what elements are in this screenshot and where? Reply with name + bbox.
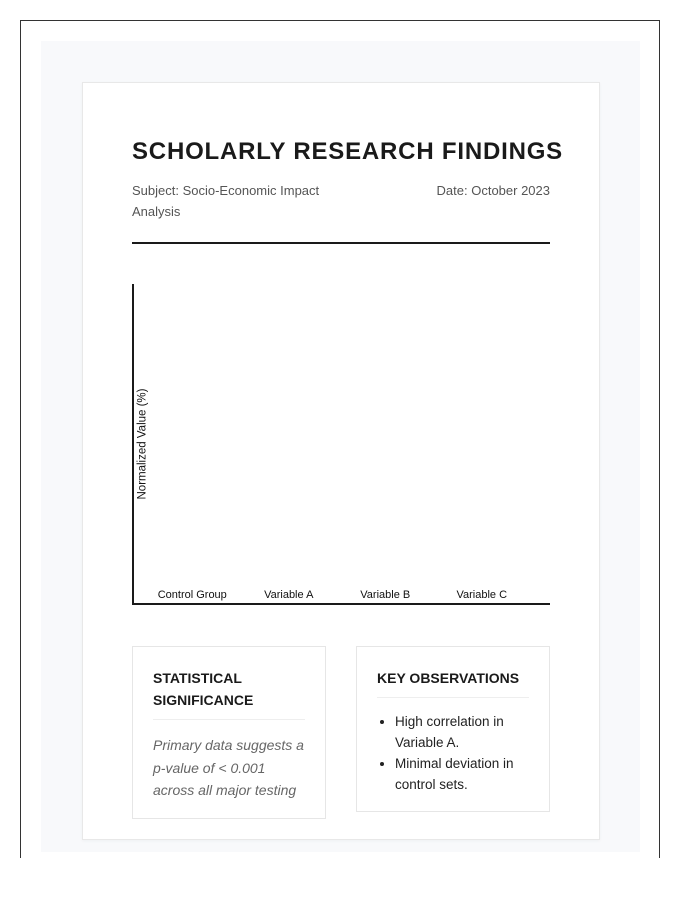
chart-categories: [144, 587, 530, 601]
bar-column: [434, 587, 531, 601]
key-observations-panel: [356, 646, 550, 812]
panel-text: Primary data suggests a p-value of < 0.001 across all major testing: [153, 737, 304, 798]
bar-column: [144, 587, 241, 601]
page-background: [41, 41, 640, 852]
findings-panels: [132, 646, 550, 819]
observations-list: [377, 711, 529, 795]
report-card: [82, 82, 600, 840]
x-tick-label: Control Group: [157, 589, 227, 601]
header-divider: [132, 242, 550, 244]
x-tick-label: Variable C: [456, 589, 508, 601]
x-tick-label: Variable B: [360, 589, 411, 601]
list-item: • High correlation in Variable A.: [395, 711, 529, 753]
panel-heading: KEY OBSERVATIONS: [377, 667, 529, 698]
y-axis-label: Normalized Value (%): [136, 388, 148, 499]
panel-heading: STATISTICAL SIGNIFICANCE: [153, 667, 305, 720]
bar-column: [337, 587, 434, 601]
report-subject: Subject: Socio-Economic Impact Analysis: [132, 183, 320, 219]
list-item: • Minimal deviation in control sets.: [395, 753, 529, 795]
report-title: SCHOLARLY RESEARCH FINDINGS: [132, 138, 563, 165]
bar-chart: [132, 284, 550, 605]
x-tick-label: Variable A: [264, 589, 314, 601]
statistical-significance-panel: [132, 646, 326, 819]
report-date: Date: October 2023: [436, 183, 550, 198]
bar-column: [241, 587, 338, 601]
report-meta: [132, 180, 550, 222]
page-frame: [20, 20, 660, 858]
